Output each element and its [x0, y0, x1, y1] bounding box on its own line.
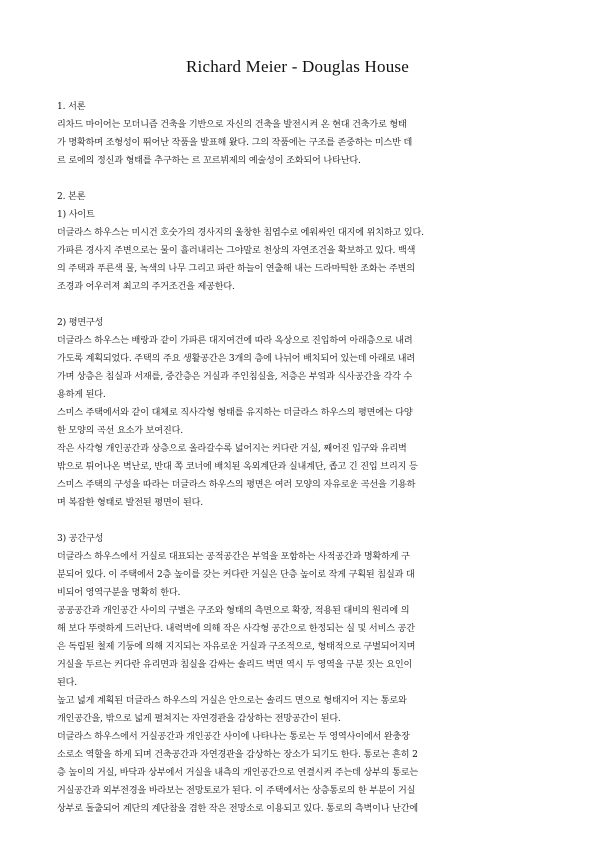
text-line: 1) 사이트: [57, 210, 95, 220]
paragraph-gap: [57, 170, 539, 188]
text-line: 스미스 주택의 구성을 따라는 더글라스 하우스의 평면은 여러 모양의 자유로운 곡선을 기용하: [57, 480, 416, 490]
text-line: 가파른 경사지 주변으로는 물이 흘러내리는 그야말로 천상의 자연조건을 확보하고 있다. 백색: [57, 246, 416, 256]
text-line: 거실을 두르는 커다란 유리면과 침실을 감싸는 솔리드 벽면 역시 두 영역을 구분 짓는 요인이: [57, 660, 413, 670]
text-line: 며 복잡한 형태로 발전된 평면이 된다.: [57, 498, 203, 508]
text-line: 조경과 어우러져 최고의 주거조건을 제공한다.: [57, 282, 235, 292]
text-line: 2. 본론: [57, 192, 86, 202]
text-line: 층 높이의 거실, 바닥과 상부에서 거실을 내측의 개인공간으로 연결시켜 주는데 상부의 통로는: [57, 768, 419, 778]
text-line: 더글라스 하우스에서 거실로 대표되는 공적공간은 부엌을 포함하는 사적공간과 명확하게 구: [57, 552, 410, 562]
paragraph-gap: [57, 296, 539, 314]
text-line: 3) 공간구성: [57, 534, 104, 544]
text-line: 가도록 계획되었다. 주택의 주요 생활공간은 3개의 층에 나뉘어 배치되어 있는데 아래로 내려: [57, 354, 416, 364]
text-line: 가 명확하며 조형성이 뛰어난 작품을 발표해 왔다. 그의 작품에는 구조를 존중하는 미스반 데: [57, 138, 413, 148]
text-line: 가며 상층은 침실과 서재를, 중간층은 거실과 주인침실을, 저층은 부엌과 식사공간을 각각 수: [57, 372, 413, 382]
text-line: 의 주택과 푸른색 물, 녹색의 나무 그리고 파란 하늘이 연출해 내는 드라마틱한 조화는 주변의: [57, 264, 415, 274]
text-line: 높고 넓게 계획된 더글라스 하우스의 거실은 안으로는 솔리드 면으로 형태지어 지는 통로와: [57, 696, 407, 706]
document-body: [57, 98, 539, 818]
text-line: 용하게 된다.: [57, 390, 106, 400]
text-line: 더글라스 하우스는 미시건 호숫가의 경사지의 울창한 침엽수로 에워싸인 대지에 위치하고 있다.: [57, 228, 424, 238]
text-line: 된다.: [57, 678, 78, 688]
text-line: 더글라스 하우스는 배랑과 같이 가파른 대지여건에 따라 옥상으로 진입하여 아래층으로 내려: [57, 336, 413, 346]
text-line: 해 보다 뚜렷하게 드러난다. 내력벽에 의해 작은 사각형 공간으로 한정되는 실 및 서비스 공간: [57, 624, 415, 634]
text-line: 1. 서론: [57, 102, 86, 112]
text-line: 밖으로 튀어나온 벽난로, 반대 쪽 코너에 배치된 옥외계단과 실내계단, 좁고 긴 진입 브리지 등: [57, 462, 418, 472]
text-line: 스미스 주택에서와 같이 대체로 직사각형 형태를 유지하는 더글라스 하우스의 평면에는 다양: [57, 408, 413, 418]
text-line: 분되어 있다. 이 주택에서 2층 높이를 갖는 커다란 거실은 단층 높이로 작게 구획된 침실과 대: [57, 570, 415, 580]
text-line: 더글라스 하우스에서 거실공간과 개인공간 사이에 나타나는 통로는 두 영역사이에서 완충장: [57, 732, 410, 742]
text-line: 르 로에의 정신과 형태를 추구하는 르 꼬르뷔제의 예술성이 조화되어 나타난다.: [57, 156, 361, 166]
document-title: Richard Meier - Douglas House: [186, 57, 409, 76]
text-line: 리차드 마이어는 모더니즘 건축을 기반으로 자신의 건축을 발전시켜 온 현대 건축가로 형태: [57, 120, 407, 130]
text-line: 개인공간을, 밖으로 넓게 펼쳐지는 자연경관을 감상하는 전망공간이 된다.: [57, 714, 341, 724]
text-line: 비되어 영역구분을 명확히 한다.: [57, 588, 181, 598]
paragraph-gap: [57, 512, 539, 530]
text-line: 거실공간과 외부전경을 바라보는 전망토로가 된다. 이 주택에서는 상층통로의 한 부분이 거실: [57, 786, 416, 796]
text-line: 소로소 역할을 하게 되며 건축공간과 자연경관을 감상하는 장소가 되기도 한다. 통로는 흔히 2: [57, 750, 418, 760]
text-line: 상부로 돌출되어 계단의 계단참을 겸한 작은 전망소로 이용되고 있다. 통로의 측벽이나 난간에: [57, 804, 419, 814]
text-line: 공공공간과 개인공간 사이의 구별은 구조와 형태의 측면으로 확장, 적용된 대비의 원리에 의: [57, 606, 410, 616]
text-line: 은 독립된 철제 기둥에 의해 지지되는 자유로운 거실과 구조적으로, 형태적으로 구별되어지며: [57, 642, 416, 652]
text-line: 2) 평면구성: [57, 318, 104, 328]
text-line: 한 모양의 곡선 요소가 보여진다.: [57, 426, 183, 436]
text-line: 작은 사각형 개인공간과 상층으로 올라갈수록 넓어지는 커다란 거실, 째어진 입구와 유리벽: [57, 444, 407, 454]
